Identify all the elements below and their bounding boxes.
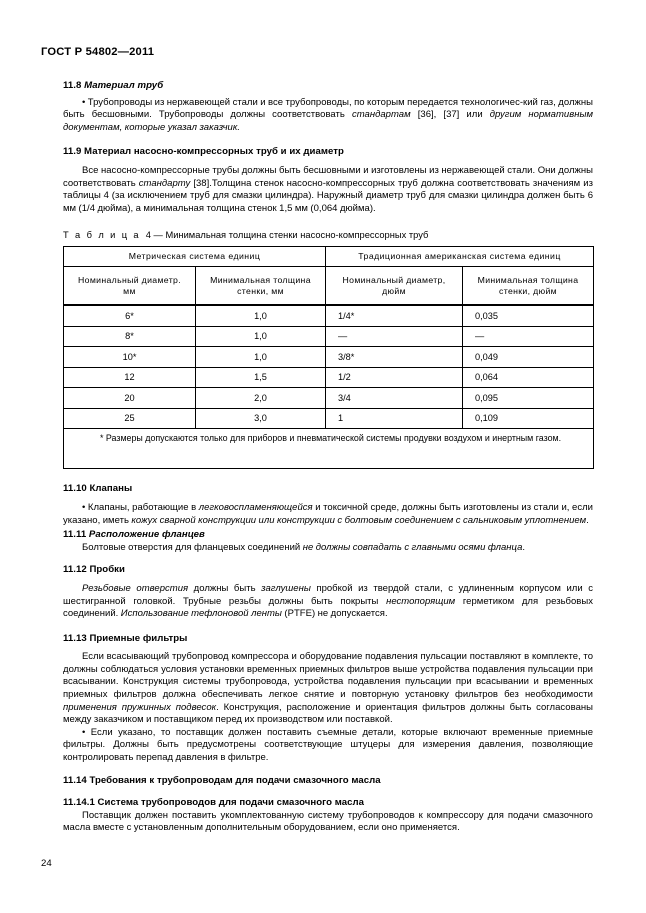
table-4-cell-r4c0: 20 [64, 388, 196, 409]
table-4-cell-r0c3: 0,035 [463, 305, 594, 326]
table-4-col-header-4 [463, 267, 594, 306]
heading-11-14-1: 11.14.1 Система трубопроводов для подачи смазочного масла [63, 797, 365, 809]
paragraph-11-10-italic-2: кожух сварной конструкции или конструкции с болтовым соединением с сальниковым уплотнением [131, 514, 587, 526]
heading-11-9: 11.9 Материал насосно-компрессорных труб и их диаметр [63, 146, 344, 158]
paragraph-11-11-text-b: . [522, 541, 526, 553]
paragraph-11-9 [63, 165, 593, 215]
paragraph-11-8 [63, 97, 593, 135]
table-4-cell-r1c1: 1,0 [196, 326, 326, 347]
running-header: ГОСТ Р 54802—2011 [41, 46, 155, 58]
paragraph-11-12-italic-3: нестопорящим [386, 595, 456, 607]
table-4-footnote [64, 429, 594, 469]
paragraph-11-10 [63, 502, 593, 527]
table-4-col-header-1-line2: мм [123, 285, 136, 296]
page-number: 24 [41, 858, 52, 869]
heading-11-11-number: 11.11 [63, 529, 89, 541]
table-4-col-header-1-line1: Номинальный диаметр. [78, 274, 181, 285]
table-4-cell-r3c1: 1,5 [196, 367, 326, 388]
paragraph-11-12-text-b: пробкой из твердой стали, с удлиненным корпусом или с шестигранной головкой. Трубные резьбы должны быть покрыты [63, 582, 593, 607]
table-row [64, 347, 594, 368]
paragraph-11-12-text-c: герметиком для резьбовых соединений. [63, 595, 593, 620]
table-4-col-header-2-line1: Минимальная толщина [210, 274, 311, 285]
table-4-cell-r2c3: 0,049 [463, 347, 594, 368]
paragraph-11-12-italic-4: Использование тефлоновой ленты [120, 608, 282, 620]
table-4-cell-r4c3: 0,095 [463, 388, 594, 409]
paragraph-11-13-1-text-b: . Конструкция, расположение и ориентация фильтров должны быть согласованы между заказчиком и поставщиком перед их производством или поставкой. [63, 701, 593, 726]
table-4-footnote-text: * Размеры допускаются только для приборов и пневматической системы продувки воздухом и инертным газом. [100, 433, 562, 444]
heading-11-11-title: Расположение фланцев [88, 529, 205, 541]
table-4-cell-r3c0: 12 [64, 367, 196, 388]
table-4-caption-label: Т а б л и ц а [63, 230, 141, 241]
table-4-caption-dash: — [150, 230, 166, 241]
paragraph-11-8-italic-2: другим нормативным документам, которые указал заказчик. [63, 109, 593, 133]
table-4-group-header-row [64, 247, 594, 267]
table-row [64, 367, 594, 388]
page-content [63, 80, 593, 835]
paragraph-11-12-text-a: должны быть [188, 582, 262, 594]
table-4-cell-r1c0: 8* [64, 326, 196, 347]
paragraph-11-14-1: Поставщик должен поставить укомплектованную систему трубопроводов к компрессору для подачи смазочного масла вместе с установленным дополнительным оборудованием, если оно применяется. [63, 809, 593, 834]
paragraph-11-10-text-b: и токсичной среде, должны быть изготовлены из стали и, если указано, иметь [63, 501, 593, 526]
table-4-col-header-4-line2: стенки, дюйм [499, 285, 557, 296]
table-4-cell-r2c0: 10* [64, 347, 196, 368]
paragraph-11-9-text-b: [38].Толщина стенок насосно-компрессорных труб должна соответствовать значениям из таблицы 4 (за исключением труб для смазки цилиндра). Наружный диаметр труб для смазки цилиндра должен быть 6 мм (1/4 дюйма), а минимальная толщина стенок 1,5 мм (0,064 дюйма). [63, 177, 593, 214]
table-4-caption-title: Минимальная толщина стенки насосно-компрессорных труб [165, 230, 429, 241]
table-4-cell-r0c1: 1,0 [196, 305, 326, 326]
table-4-col-header-4-line1: Минимальная толщина [477, 274, 579, 285]
table-4-cell-r3c3: 0,064 [463, 367, 594, 388]
paragraph-11-11-text-a: Болтовые отверстия для фланцевых соединений [82, 541, 303, 553]
table-4-cell-r0c2: 1/4* [326, 305, 463, 326]
paragraph-11-12-italic-2: заглушены [261, 582, 311, 594]
table-4-col-header-3 [326, 267, 463, 306]
paragraph-11-10-italic-1: легковоспламеняющейся [198, 501, 313, 513]
paragraph-11-8-text-b: [36], [37] или [410, 109, 490, 121]
heading-11-13: 11.13 Приемные фильтры [63, 632, 188, 644]
table-row [64, 388, 594, 409]
paragraph-11-8-italic-1: стандартам [351, 109, 411, 121]
paragraph-11-11-italic: не должны совпадать с главными осями фланца [302, 541, 523, 553]
table-4-col-header-3-line1: Номинальный диаметр, [342, 274, 446, 285]
paragraph-11-9-text-a: Все насосно-компрессорные трубы должны быть бесшовными и изготовлены из нержавеющей стали. Они должны соответствовать [63, 164, 593, 189]
table-4-caption-number: 4 [145, 230, 151, 241]
table-4-cell-r5c1: 3,0 [196, 408, 326, 429]
heading-11-12: 11.12 Пробки [63, 564, 125, 576]
table-4-cell-r4c1: 2,0 [196, 388, 326, 409]
paragraph-11-11 [63, 542, 593, 555]
paragraph-11-9-italic: стандарту [138, 177, 191, 189]
table-4-caption [63, 229, 593, 241]
paragraph-11-12-italic-1: Резьбовые отверстия [82, 582, 189, 594]
table-4-column-header-row [64, 267, 594, 306]
table-row [64, 408, 594, 429]
table-4-body [64, 305, 594, 469]
table-4-col-header-1 [64, 267, 196, 306]
table-4-cell-r5c3: 0,109 [463, 408, 594, 429]
table-row [64, 326, 594, 347]
paragraph-11-12-text-d: (PTFE) не допускается. [281, 608, 388, 620]
table-4-cell-r4c2: 3/4 [326, 388, 463, 409]
heading-11-8-number: 11.8 [63, 80, 85, 91]
table-4-cell-r3c2: 1/2 [326, 367, 463, 388]
table-4-cell-r0c0: 6* [64, 305, 196, 326]
table-4-col-header-3-line2: дюйм [382, 285, 406, 296]
table-4-cell-r2c1: 1,0 [196, 347, 326, 368]
table-4 [63, 246, 594, 469]
paragraph-11-8-text-a: • Трубопроводы из нержавеющей стали и все трубопроводы, по которым передается технологичес-кий газ, должны быть бесшовными. Трубопроводы должны соответствовать [63, 96, 593, 121]
table-4-col-header-2 [196, 267, 326, 306]
paragraph-11-13-1-italic: применения пружинных подвесок [63, 701, 217, 713]
paragraph-11-13-1-text-a: Если всасывающий трубопровод компрессора и оборудование подавления пульсации поставляют в комплекте, то должны соблюдаться условия установки временных приемных фильтров выше устройства подавления пульсации при всасывании. Конструкция системы трубопровода, устройства подавления пульсации при всасывании и временных приемных фильтров должна обеспечивать легкое снятие и повторную установку фильтров без необходимости [63, 651, 593, 701]
heading-11-8 [63, 80, 593, 93]
table-4-col-header-2-line2: стенки, мм [237, 285, 284, 296]
paragraph-11-13-2: • Если указано, то поставщик должен поставить съемные детали, которые включают временные приемные фильтры. Должны быть предусмотрены соответствующие штуцеры для измерения давления, позволяющие контролировать перепад давления в фильтре. [63, 726, 593, 764]
table-4-cell-r1c3: — [463, 326, 594, 347]
paragraph-11-13-1 [63, 651, 593, 727]
heading-11-11 [63, 529, 593, 542]
table-4-footnote-row [64, 429, 594, 469]
table-4-cell-r2c2: 3/8* [326, 347, 463, 368]
paragraph-11-10-text-c: . [586, 514, 589, 526]
table-4-cell-r1c2: — [326, 326, 463, 347]
paragraph-11-10-text-a: • Клапаны, работающие в [82, 501, 199, 513]
heading-11-10: 11.10 Клапаны [63, 483, 133, 495]
table-row [64, 305, 594, 326]
table-4-group-header-us: Традиционная американская система единиц [326, 247, 594, 267]
heading-11-8-title: Материал труб [84, 80, 164, 91]
table-4-head [64, 247, 594, 306]
table-4-group-header-metric: Метрическая система единиц [64, 247, 326, 267]
table-4-cell-r5c2: 1 [326, 408, 463, 429]
table-4-cell-r5c0: 25 [64, 408, 196, 429]
heading-11-14: 11.14 Требования к трубопроводам для подачи смазочного масла [63, 774, 381, 786]
paragraph-11-12 [63, 583, 593, 621]
